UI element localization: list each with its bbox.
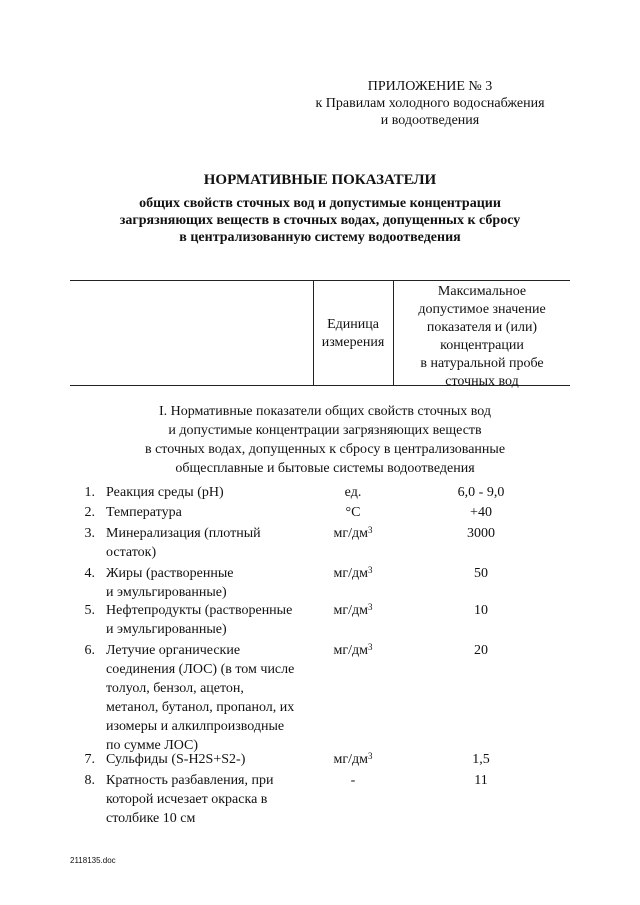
annex-heading xyxy=(310,78,550,129)
unit-cell xyxy=(318,750,388,769)
row-number: 4. xyxy=(84,566,95,581)
indicator-name xyxy=(106,483,321,502)
unit-superscript: 3 xyxy=(367,642,373,652)
unit-superscript: 3 xyxy=(367,751,373,761)
max-value-cell: 11 xyxy=(474,773,488,788)
unit-text: мг/дм xyxy=(333,603,368,618)
header-line: концентрации xyxy=(440,338,524,353)
section-heading-line: I. Нормативные показатели общих свойств сточных вод xyxy=(158,404,491,419)
header-line: в натуральной пробе xyxy=(420,356,544,371)
indicator-name-line: соединения (ЛОС) (в том числе xyxy=(106,662,295,677)
header-line: Максимальное xyxy=(437,284,527,299)
section-heading-line: и допустимые концентрации загрязняющих веществ xyxy=(168,423,482,438)
unit-cell xyxy=(318,601,388,620)
max-value-cell: 20 xyxy=(474,643,488,658)
annex-reference-line: к Правилам холодного водоснабжения xyxy=(315,96,545,111)
indicator-name-line: изомеры и алкилпроизводные xyxy=(106,719,285,734)
unit-cell xyxy=(318,564,388,583)
row-number: 7. xyxy=(84,752,95,767)
annex-reference-line: и водоотведения xyxy=(380,113,480,128)
indicator-name xyxy=(106,503,321,522)
section-heading-line: в сточных водах, допущенных к сбросу в централизованные xyxy=(144,442,506,457)
indicator-name-line: которой исчезает окраска в xyxy=(106,792,268,807)
header-line: показателя и (или) xyxy=(426,320,538,335)
unit-text: - xyxy=(350,773,356,788)
indicator-name-line: Нефтепродукты (растворенные xyxy=(106,603,293,618)
header-line: измерения xyxy=(321,335,385,350)
unit-superscript: 3 xyxy=(367,602,373,612)
max-value-cell: 1,5 xyxy=(472,752,490,767)
max-value-cell: 3000 xyxy=(467,526,495,541)
indicator-name-line: толуол, бензол, ацетон, xyxy=(106,681,244,696)
unit-column-header xyxy=(313,316,393,352)
subtitle-line: общих свойств сточных вод и допустимые концентрации xyxy=(139,196,501,211)
indicator-name-line: метанол, бутанол, пропанол, их xyxy=(106,700,295,715)
unit-cell xyxy=(318,771,388,790)
max-value-cell: 50 xyxy=(474,566,488,581)
indicator-name xyxy=(106,750,321,769)
section-heading-line: общесплавные и бытовые системы водоотведения xyxy=(175,461,475,476)
unit-cell xyxy=(318,641,388,660)
subtitle-line: в централизованную систему водоотведения xyxy=(179,230,461,245)
document-title: НОРМАТИВНЫЕ ПОКАЗАТЕЛИ xyxy=(203,172,437,188)
header-line: сточных вод xyxy=(445,374,519,389)
unit-text: °C xyxy=(345,505,361,520)
row-number: 1. xyxy=(84,485,95,500)
document-subtitle xyxy=(60,195,580,246)
unit-superscript: 3 xyxy=(367,525,373,535)
indicator-name xyxy=(106,771,321,828)
indicator-name-line: остаток) xyxy=(106,545,157,560)
header-line: допустимое значение xyxy=(418,302,546,317)
indicator-name-line: столбике 10 см xyxy=(106,811,196,826)
max-value-column-header xyxy=(394,283,570,391)
unit-superscript: 3 xyxy=(367,565,373,575)
unit-text: ед. xyxy=(344,485,362,500)
unit-text: мг/дм xyxy=(333,566,368,581)
subtitle-line: загрязняющих веществ в сточных водах, допущенных к сбросу xyxy=(119,213,521,228)
row-number: 3. xyxy=(84,526,95,541)
indicator-name xyxy=(106,601,321,639)
indicator-name-line: по сумме ЛОС) xyxy=(106,738,199,753)
indicator-name-line: Минерализация (плотный xyxy=(106,526,261,541)
max-value-cell: 10 xyxy=(474,603,488,618)
max-value-cell: 6,0 - 9,0 xyxy=(457,485,505,500)
indicator-name-line: и эмульгированные) xyxy=(106,622,227,637)
indicator-name-line: Летучие органические xyxy=(106,643,241,658)
indicator-name-line: Кратность разбавления, при xyxy=(106,773,274,788)
unit-text: мг/дм xyxy=(333,526,368,541)
indicator-name-line: и эмульгированные) xyxy=(106,585,227,600)
row-number: 5. xyxy=(84,603,95,618)
indicator-name-line: Температура xyxy=(106,505,182,520)
unit-text: мг/дм xyxy=(333,752,368,767)
indicator-name xyxy=(106,564,321,602)
unit-cell xyxy=(318,503,388,522)
unit-text: мг/дм xyxy=(333,643,368,658)
unit-cell xyxy=(318,483,388,502)
indicator-name-line: Жиры (растворенные xyxy=(106,566,234,581)
unit-cell xyxy=(318,524,388,543)
max-value-cell: +40 xyxy=(470,505,492,520)
row-number: 6. xyxy=(84,643,95,658)
header-line: Единица xyxy=(327,317,379,332)
indicator-name xyxy=(106,641,321,755)
indicator-name-line: Реакция среды (pH) xyxy=(106,485,224,500)
indicator-name-line: Сульфиды (S-H2S+S2-) xyxy=(106,752,246,767)
annex-number: ПРИЛОЖЕНИЕ № 3 xyxy=(367,79,493,94)
file-name-footer: 2118135.doc xyxy=(70,856,116,865)
table-header-top-rule xyxy=(70,280,570,281)
section-heading xyxy=(80,402,570,478)
row-number: 8. xyxy=(84,773,95,788)
indicator-name xyxy=(106,524,321,562)
row-number: 2. xyxy=(84,505,95,520)
